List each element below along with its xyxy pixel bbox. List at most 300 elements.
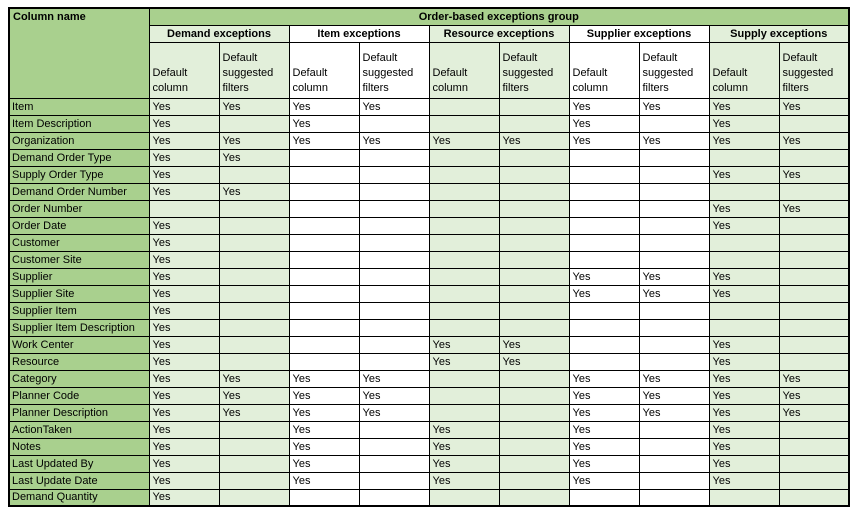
value-cell [429,98,499,115]
value-cell [359,166,429,183]
value-cell: Yes [359,132,429,149]
row-label: Supply Order Type [9,166,149,183]
value-cell: Yes [149,217,219,234]
value-cell [569,353,639,370]
value-cell [499,387,569,404]
value-cell [569,149,639,166]
value-cell [569,489,639,506]
value-cell [359,489,429,506]
value-cell: Yes [149,132,219,149]
table-row [9,438,849,455]
value-cell [429,268,499,285]
value-cell [499,183,569,200]
value-cell [289,353,359,370]
value-cell [639,217,709,234]
value-cell: Yes [709,353,779,370]
group-header: Demand exceptions [149,25,289,42]
value-cell: Yes [219,387,289,404]
value-cell [499,489,569,506]
value-cell [709,251,779,268]
table-row [9,251,849,268]
row-label: Organization [9,132,149,149]
value-cell [359,285,429,302]
value-cell [569,319,639,336]
row-label: Last Updated By [9,455,149,472]
value-cell [359,438,429,455]
value-cell: Yes [149,404,219,421]
value-cell: Yes [149,489,219,506]
value-cell: Yes [219,149,289,166]
table-body [9,98,849,506]
row-label: Demand Order Type [9,149,149,166]
value-cell [429,285,499,302]
value-cell: Yes [499,132,569,149]
value-cell: Yes [149,370,219,387]
value-cell: Yes [289,472,359,489]
value-cell [779,319,849,336]
value-cell [779,183,849,200]
value-cell: Yes [569,370,639,387]
value-cell: Yes [779,370,849,387]
value-cell [359,319,429,336]
table-row [9,115,849,132]
value-cell: Yes [639,387,709,404]
subheader-default-suggested-filters: Default suggested filters [219,42,289,98]
row-label: Item [9,98,149,115]
row-label: Category [9,370,149,387]
value-cell [429,489,499,506]
value-cell [289,489,359,506]
table-row [9,319,849,336]
subheader-default-column: Default column [569,42,639,98]
row-label: Customer Site [9,251,149,268]
table-row [9,387,849,404]
subheader-default-suggested-filters: Default suggested filters [359,42,429,98]
value-cell [219,353,289,370]
table-row [9,472,849,489]
row-label: ActionTaken [9,421,149,438]
value-cell: Yes [709,98,779,115]
value-cell: Yes [779,132,849,149]
value-cell [569,166,639,183]
value-cell [499,421,569,438]
value-cell [289,200,359,217]
value-cell: Yes [709,336,779,353]
table-row [9,353,849,370]
value-cell [499,98,569,115]
subheader-default-column: Default column [289,42,359,98]
value-cell: Yes [149,353,219,370]
value-cell [499,404,569,421]
value-cell [639,455,709,472]
value-cell: Yes [219,404,289,421]
row-label: Supplier Item Description [9,319,149,336]
value-cell [499,472,569,489]
subheader-default-column: Default column [429,42,499,98]
value-cell: Yes [429,421,499,438]
value-cell [499,166,569,183]
value-cell: Yes [639,132,709,149]
table-row [9,421,849,438]
value-cell: Yes [149,268,219,285]
row-label: Work Center [9,336,149,353]
value-cell: Yes [289,387,359,404]
value-cell [639,336,709,353]
value-cell [709,183,779,200]
value-cell: Yes [429,472,499,489]
value-cell [639,115,709,132]
value-cell: Yes [149,98,219,115]
value-cell: Yes [219,183,289,200]
value-cell [639,200,709,217]
value-cell [709,489,779,506]
value-cell [779,251,849,268]
table-row [9,234,849,251]
table-row [9,217,849,234]
value-cell: Yes [709,421,779,438]
value-cell: Yes [639,268,709,285]
row-label: Last Update Date [9,472,149,489]
value-cell [499,251,569,268]
value-cell [289,149,359,166]
value-cell [709,319,779,336]
value-cell [569,302,639,319]
value-cell: Yes [569,438,639,455]
value-cell [639,149,709,166]
table-row [9,268,849,285]
value-cell: Yes [149,234,219,251]
value-cell [359,251,429,268]
value-cell: Yes [569,404,639,421]
value-cell [639,251,709,268]
value-cell: Yes [709,268,779,285]
value-cell: Yes [779,98,849,115]
row-label: Demand Quantity [9,489,149,506]
value-cell [219,302,289,319]
value-cell [429,302,499,319]
value-cell [499,285,569,302]
value-cell [289,166,359,183]
row-label: Demand Order Number [9,183,149,200]
value-cell: Yes [289,98,359,115]
value-cell: Yes [149,251,219,268]
value-cell [779,421,849,438]
value-cell: Yes [709,200,779,217]
value-cell [499,149,569,166]
value-cell [429,166,499,183]
value-cell: Yes [779,200,849,217]
value-cell [219,421,289,438]
table-row [9,166,849,183]
table-title: Order-based exceptions group [149,8,849,25]
value-cell [219,319,289,336]
table-row [9,98,849,115]
value-cell: Yes [289,115,359,132]
table-row [9,455,849,472]
value-cell: Yes [499,353,569,370]
value-cell [639,472,709,489]
value-cell: Yes [149,387,219,404]
value-cell [709,302,779,319]
value-cell [639,302,709,319]
value-cell [359,149,429,166]
value-cell [779,285,849,302]
value-cell: Yes [429,336,499,353]
row-label: Supplier Site [9,285,149,302]
value-cell [499,217,569,234]
value-cell [219,268,289,285]
row-label: Notes [9,438,149,455]
value-cell [569,251,639,268]
value-cell [359,302,429,319]
value-cell [149,200,219,217]
value-cell: Yes [149,149,219,166]
group-header: Supply exceptions [709,25,849,42]
value-cell: Yes [709,404,779,421]
value-cell [429,217,499,234]
value-cell [289,319,359,336]
value-cell: Yes [429,438,499,455]
value-cell: Yes [709,115,779,132]
value-cell [219,115,289,132]
subheader-default-suggested-filters: Default suggested filters [499,42,569,98]
value-cell: Yes [709,387,779,404]
value-cell [429,251,499,268]
value-cell [569,234,639,251]
value-cell: Yes [149,472,219,489]
subheader-default-suggested-filters: Default suggested filters [639,42,709,98]
value-cell: Yes [289,455,359,472]
value-cell: Yes [639,98,709,115]
value-cell [639,319,709,336]
value-cell: Yes [429,353,499,370]
subheader-default-column: Default column [149,42,219,98]
value-cell: Yes [569,421,639,438]
value-cell [429,370,499,387]
row-label: Planner Code [9,387,149,404]
value-cell [499,455,569,472]
value-cell: Yes [149,319,219,336]
value-cell: Yes [359,387,429,404]
value-cell: Yes [569,98,639,115]
exceptions-table [8,7,850,507]
value-cell [639,421,709,438]
group-header: Resource exceptions [429,25,569,42]
value-cell [569,217,639,234]
value-cell [499,234,569,251]
value-cell [359,200,429,217]
value-cell [499,268,569,285]
table-row [9,489,849,506]
value-cell [429,183,499,200]
row-label: Order Number [9,200,149,217]
table-row [9,302,849,319]
value-cell [569,200,639,217]
subheader-default-suggested-filters: Default suggested filters [779,42,849,98]
value-cell [219,200,289,217]
value-cell: Yes [359,404,429,421]
value-cell [779,268,849,285]
value-cell: Yes [289,404,359,421]
value-cell [709,234,779,251]
value-cell [499,200,569,217]
value-cell [429,234,499,251]
value-cell [779,489,849,506]
value-cell: Yes [149,115,219,132]
value-cell: Yes [289,438,359,455]
value-cell: Yes [709,455,779,472]
value-cell [639,183,709,200]
value-cell: Yes [569,472,639,489]
value-cell [429,404,499,421]
title-row [9,8,849,25]
value-cell: Yes [639,285,709,302]
value-cell [289,302,359,319]
value-cell [219,251,289,268]
value-cell [289,217,359,234]
value-cell: Yes [709,166,779,183]
value-cell [499,370,569,387]
value-cell [359,183,429,200]
value-cell [219,285,289,302]
table-row [9,149,849,166]
value-cell [289,285,359,302]
group-header: Item exceptions [289,25,429,42]
value-cell [639,166,709,183]
value-cell [499,115,569,132]
value-cell: Yes [709,285,779,302]
value-cell: Yes [149,285,219,302]
value-cell [359,421,429,438]
value-cell [289,183,359,200]
row-label: Customer [9,234,149,251]
value-cell: Yes [639,370,709,387]
value-cell: Yes [289,421,359,438]
value-cell [779,472,849,489]
value-cell: Yes [149,336,219,353]
table-row [9,370,849,387]
subheader-default-column: Default column [709,42,779,98]
table-row [9,132,849,149]
value-cell [359,353,429,370]
value-cell [639,353,709,370]
value-cell: Yes [709,438,779,455]
value-cell [289,234,359,251]
value-cell [639,438,709,455]
value-cell: Yes [149,438,219,455]
value-cell: Yes [709,370,779,387]
value-cell [219,234,289,251]
row-label: Item Description [9,115,149,132]
value-cell [219,455,289,472]
row-label: Supplier [9,268,149,285]
value-cell [639,489,709,506]
table-row [9,183,849,200]
value-cell [779,302,849,319]
value-cell [569,336,639,353]
value-cell [429,319,499,336]
value-cell [289,336,359,353]
value-cell: Yes [779,166,849,183]
value-cell [219,166,289,183]
value-cell: Yes [359,370,429,387]
value-cell [289,268,359,285]
value-cell: Yes [429,132,499,149]
value-cell: Yes [569,268,639,285]
value-cell: Yes [499,336,569,353]
value-cell [499,302,569,319]
value-cell: Yes [429,455,499,472]
value-cell: Yes [219,370,289,387]
value-cell: Yes [149,302,219,319]
value-cell [359,115,429,132]
table-row [9,404,849,421]
value-cell: Yes [779,404,849,421]
value-cell [359,234,429,251]
value-cell [429,115,499,132]
value-cell [429,387,499,404]
row-label: Supplier Item [9,302,149,319]
value-cell [219,489,289,506]
value-cell [499,319,569,336]
value-cell [779,149,849,166]
value-cell: Yes [289,370,359,387]
value-cell [779,336,849,353]
value-cell [289,251,359,268]
value-cell: Yes [709,472,779,489]
value-cell: Yes [149,421,219,438]
value-cell [219,217,289,234]
value-cell: Yes [709,132,779,149]
value-cell: Yes [569,285,639,302]
value-cell [569,183,639,200]
spreadsheet-area [8,7,850,507]
group-header: Supplier exceptions [569,25,709,42]
value-cell [429,200,499,217]
value-cell: Yes [639,404,709,421]
value-cell [779,353,849,370]
table-row [9,200,849,217]
value-cell [359,268,429,285]
value-cell [779,217,849,234]
value-cell: Yes [569,115,639,132]
value-cell: Yes [149,166,219,183]
row-label: Resource [9,353,149,370]
row-label: Order Date [9,217,149,234]
value-cell: Yes [569,132,639,149]
value-cell [779,438,849,455]
value-cell [429,149,499,166]
value-cell [779,455,849,472]
value-cell: Yes [569,387,639,404]
value-cell: Yes [709,217,779,234]
value-cell [219,336,289,353]
value-cell [779,234,849,251]
row-label: Planner Description [9,404,149,421]
value-cell: Yes [569,455,639,472]
value-cell [219,472,289,489]
value-cell [359,217,429,234]
value-cell [219,438,289,455]
value-cell: Yes [359,98,429,115]
value-cell [359,455,429,472]
value-cell [359,336,429,353]
value-cell [709,149,779,166]
value-cell [499,438,569,455]
value-cell: Yes [219,132,289,149]
value-cell: Yes [779,387,849,404]
value-cell: Yes [149,455,219,472]
